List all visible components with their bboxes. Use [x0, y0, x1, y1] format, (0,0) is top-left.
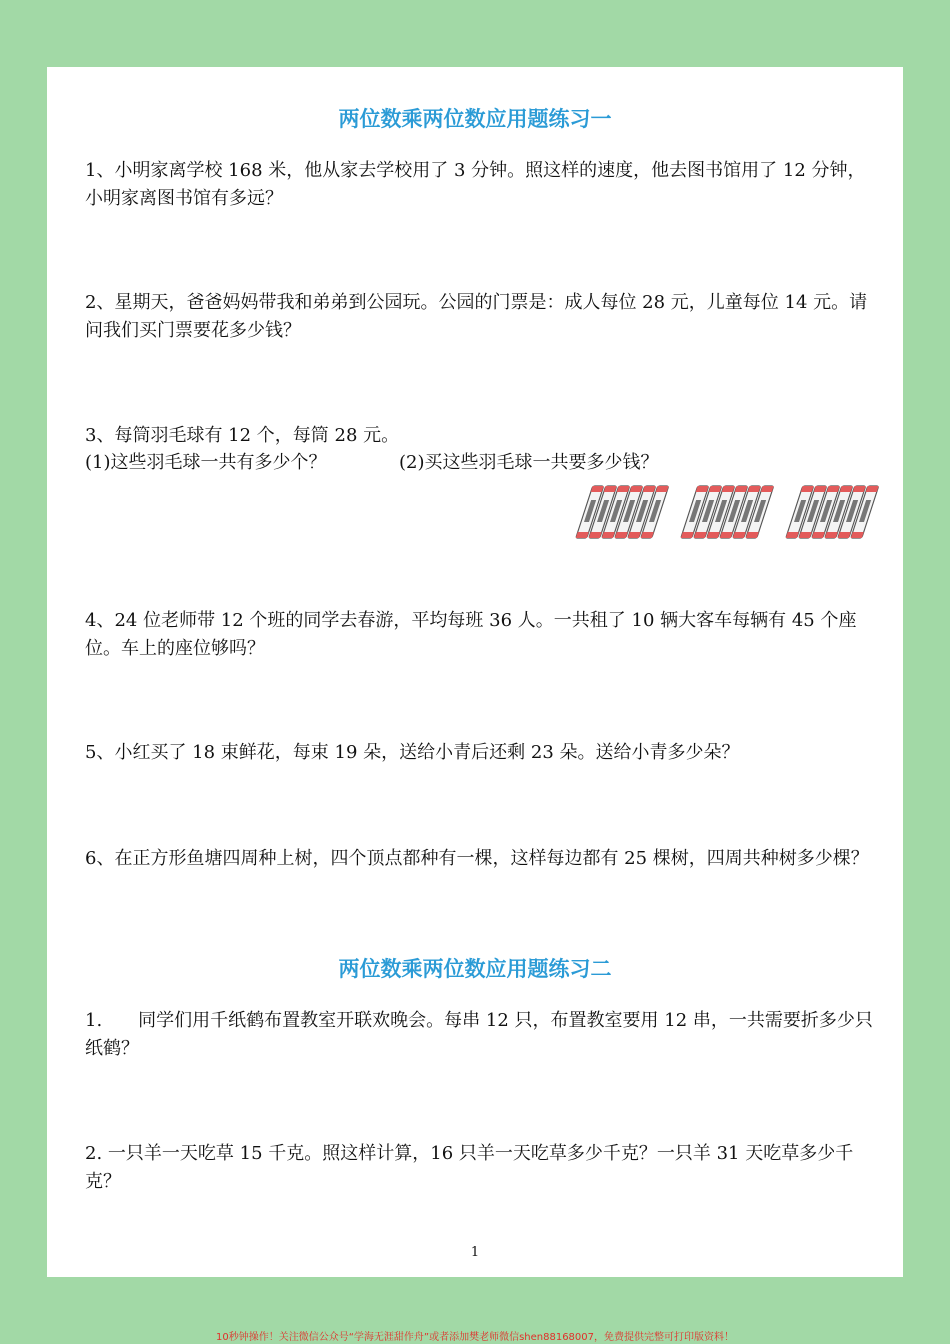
worksheet-page: [47, 67, 903, 1277]
question-2-1: 1. 同学们用千纸鹤布置教室开联欢晚会。每串 12 只，布置教室要用 12 串，一共需要折多少只纸鹤？: [85, 1010, 873, 1059]
question-1-2: 2、星期天，爸爸妈妈带我和弟弟到公园玩。公园的门票是：成人每位 28 元，儿童每位 14 元。请问我们买门票要花多少钱？: [85, 292, 868, 341]
shuttlecock-tubes-icon: [572, 482, 672, 544]
question-1-5: 5、小红买了 18 束鲜花，每束 19 朵，送给小青后还剩 23 朵。送给小青多少朵？: [85, 742, 740, 763]
section2-title: 两位数乘两位数应用题练习二: [338, 956, 612, 981]
shuttlecock-tubes-icon: [677, 482, 777, 544]
question-1-3: 3、每筒羽毛球有 12 个，每筒 28 元。: [85, 425, 400, 446]
page-number: 1: [470, 1245, 480, 1260]
section1-title: 两位数乘两位数应用题练习一: [338, 106, 612, 131]
question-1-3-part2: (2)买这些羽毛球一共要多少钱？: [399, 452, 659, 473]
question-1-3-part1: (1)这些羽毛球一共有多少个？: [85, 452, 327, 473]
footer-notice: 10秒钟操作！关注微信公众号“学海无涯甜作舟”或者添加樊老师微信shen88168007，免费提供完整可打印版资料！: [215, 1332, 735, 1343]
question-2-2: 2. 一只羊一天吃草 15 千克。照这样计算，16 只羊一天吃草多少千克？一只羊 31 天吃草多少千克？: [85, 1143, 854, 1192]
shuttlecock-tubes-icon: [782, 482, 882, 544]
question-1-6: 6、在正方形鱼塘四周种上树，四个顶点都种有一棵，这样每边都有 25 棵树，四周共种树多少棵？: [85, 848, 869, 869]
question-1-4: 4、24 位老师带 12 个班的同学去春游，平均每班 36 人。一共租了 10 辆大客车每辆有 45 个座位。车上的座位够吗？: [85, 610, 857, 659]
question-1-1: 1、小明家离学校 168 米，他从家去学校用了 3 分钟。照这样的速度，他去图书馆用了 12 分钟，小明家离图书馆有多远？: [85, 160, 866, 209]
